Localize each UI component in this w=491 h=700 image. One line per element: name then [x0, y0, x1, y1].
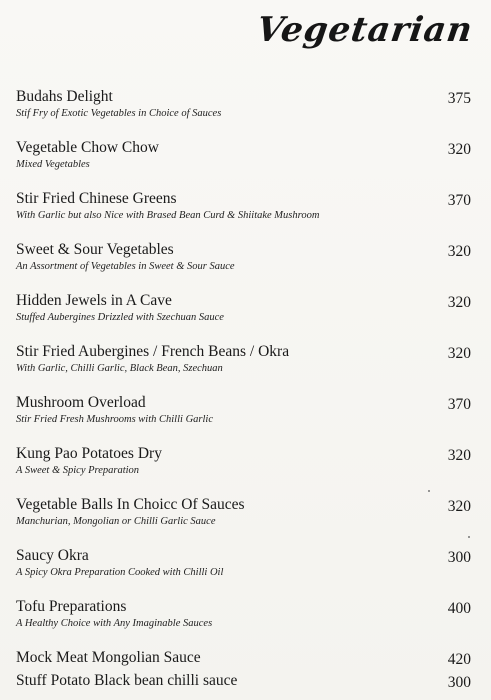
- menu-item: [16, 190, 471, 241]
- menu-item: [16, 672, 471, 695]
- item-name: Vegetable Chow Chow: [16, 139, 159, 156]
- item-name: Mushroom Overload: [16, 394, 146, 411]
- item-description: Stif Fry of Exotic Vegetables in Choice of Sauces: [16, 108, 222, 119]
- item-price: 375: [447, 90, 471, 107]
- item-name: Vegetable Balls In Choicc Of Sauces: [16, 496, 245, 513]
- item-price: 320: [447, 141, 471, 158]
- menu-item: [16, 598, 471, 649]
- item-description: Mixed Vegetables: [16, 159, 90, 170]
- item-name: Kung Pao Potatoes Dry: [16, 445, 162, 462]
- item-price: 320: [447, 294, 471, 311]
- paper-speck: [468, 536, 470, 538]
- item-description: With Garlic, Chilli Garlic, Black Bean, Szechuan: [16, 363, 223, 374]
- item-price: 370: [447, 396, 471, 413]
- item-price: 300: [447, 674, 471, 691]
- item-description: Manchurian, Mongolian or Chilli Garlic Sauce: [16, 516, 216, 527]
- item-description: A Healthy Choice with Any Imaginable Sauces: [16, 618, 213, 629]
- item-name: Stir Fried Chinese Greens: [16, 190, 177, 207]
- menu-item: [16, 394, 471, 445]
- menu-item: [16, 88, 471, 139]
- item-name: Tofu Preparations: [16, 598, 127, 615]
- item-price: 320: [447, 243, 471, 260]
- menu-item: [16, 139, 471, 190]
- paper-speck: [428, 490, 430, 492]
- item-description: Stir Fried Fresh Mushrooms with Chilli Garlic: [16, 414, 213, 425]
- item-description: Stuffed Aubergines Drizzled with Szechuan Sauce: [16, 312, 224, 323]
- menu-item: [16, 292, 471, 343]
- item-price: 300: [447, 549, 471, 566]
- menu-item: [16, 445, 471, 496]
- menu-item: [16, 241, 471, 292]
- menu-item: [16, 547, 471, 598]
- menu-item: [16, 343, 471, 394]
- item-price: 320: [447, 447, 471, 464]
- section-heading: Vegetarian: [254, 10, 476, 50]
- item-price: 370: [447, 192, 471, 209]
- item-name: Stuff Potato Black bean chilli sauce: [16, 672, 238, 689]
- item-price: 320: [447, 498, 471, 515]
- item-name: Saucy Okra: [16, 547, 89, 564]
- menu-item: [16, 496, 471, 547]
- item-description: A Spicy Okra Preparation Cooked with Chilli Oil: [16, 567, 224, 578]
- item-name: Hidden Jewels in A Cave: [16, 292, 172, 309]
- item-price: 420: [447, 651, 471, 668]
- item-name: Mock Meat Mongolian Sauce: [16, 649, 201, 666]
- item-price: 400: [447, 600, 471, 617]
- item-name: Sweet & Sour Vegetables: [16, 241, 174, 258]
- menu-item: [16, 649, 471, 672]
- item-description: A Sweet & Spicy Preparation: [16, 465, 140, 476]
- item-name: Stir Fried Aubergines / French Beans / Okra: [16, 343, 290, 360]
- item-description: An Assortment of Vegetables in Sweet & Sour Sauce: [16, 261, 235, 272]
- item-description: With Garlic but also Nice with Brased Bean Curd & Shiitake Mushroom: [16, 210, 320, 221]
- menu-list: [16, 88, 471, 695]
- item-name: Budahs Delight: [16, 88, 113, 105]
- item-price: 320: [447, 345, 471, 362]
